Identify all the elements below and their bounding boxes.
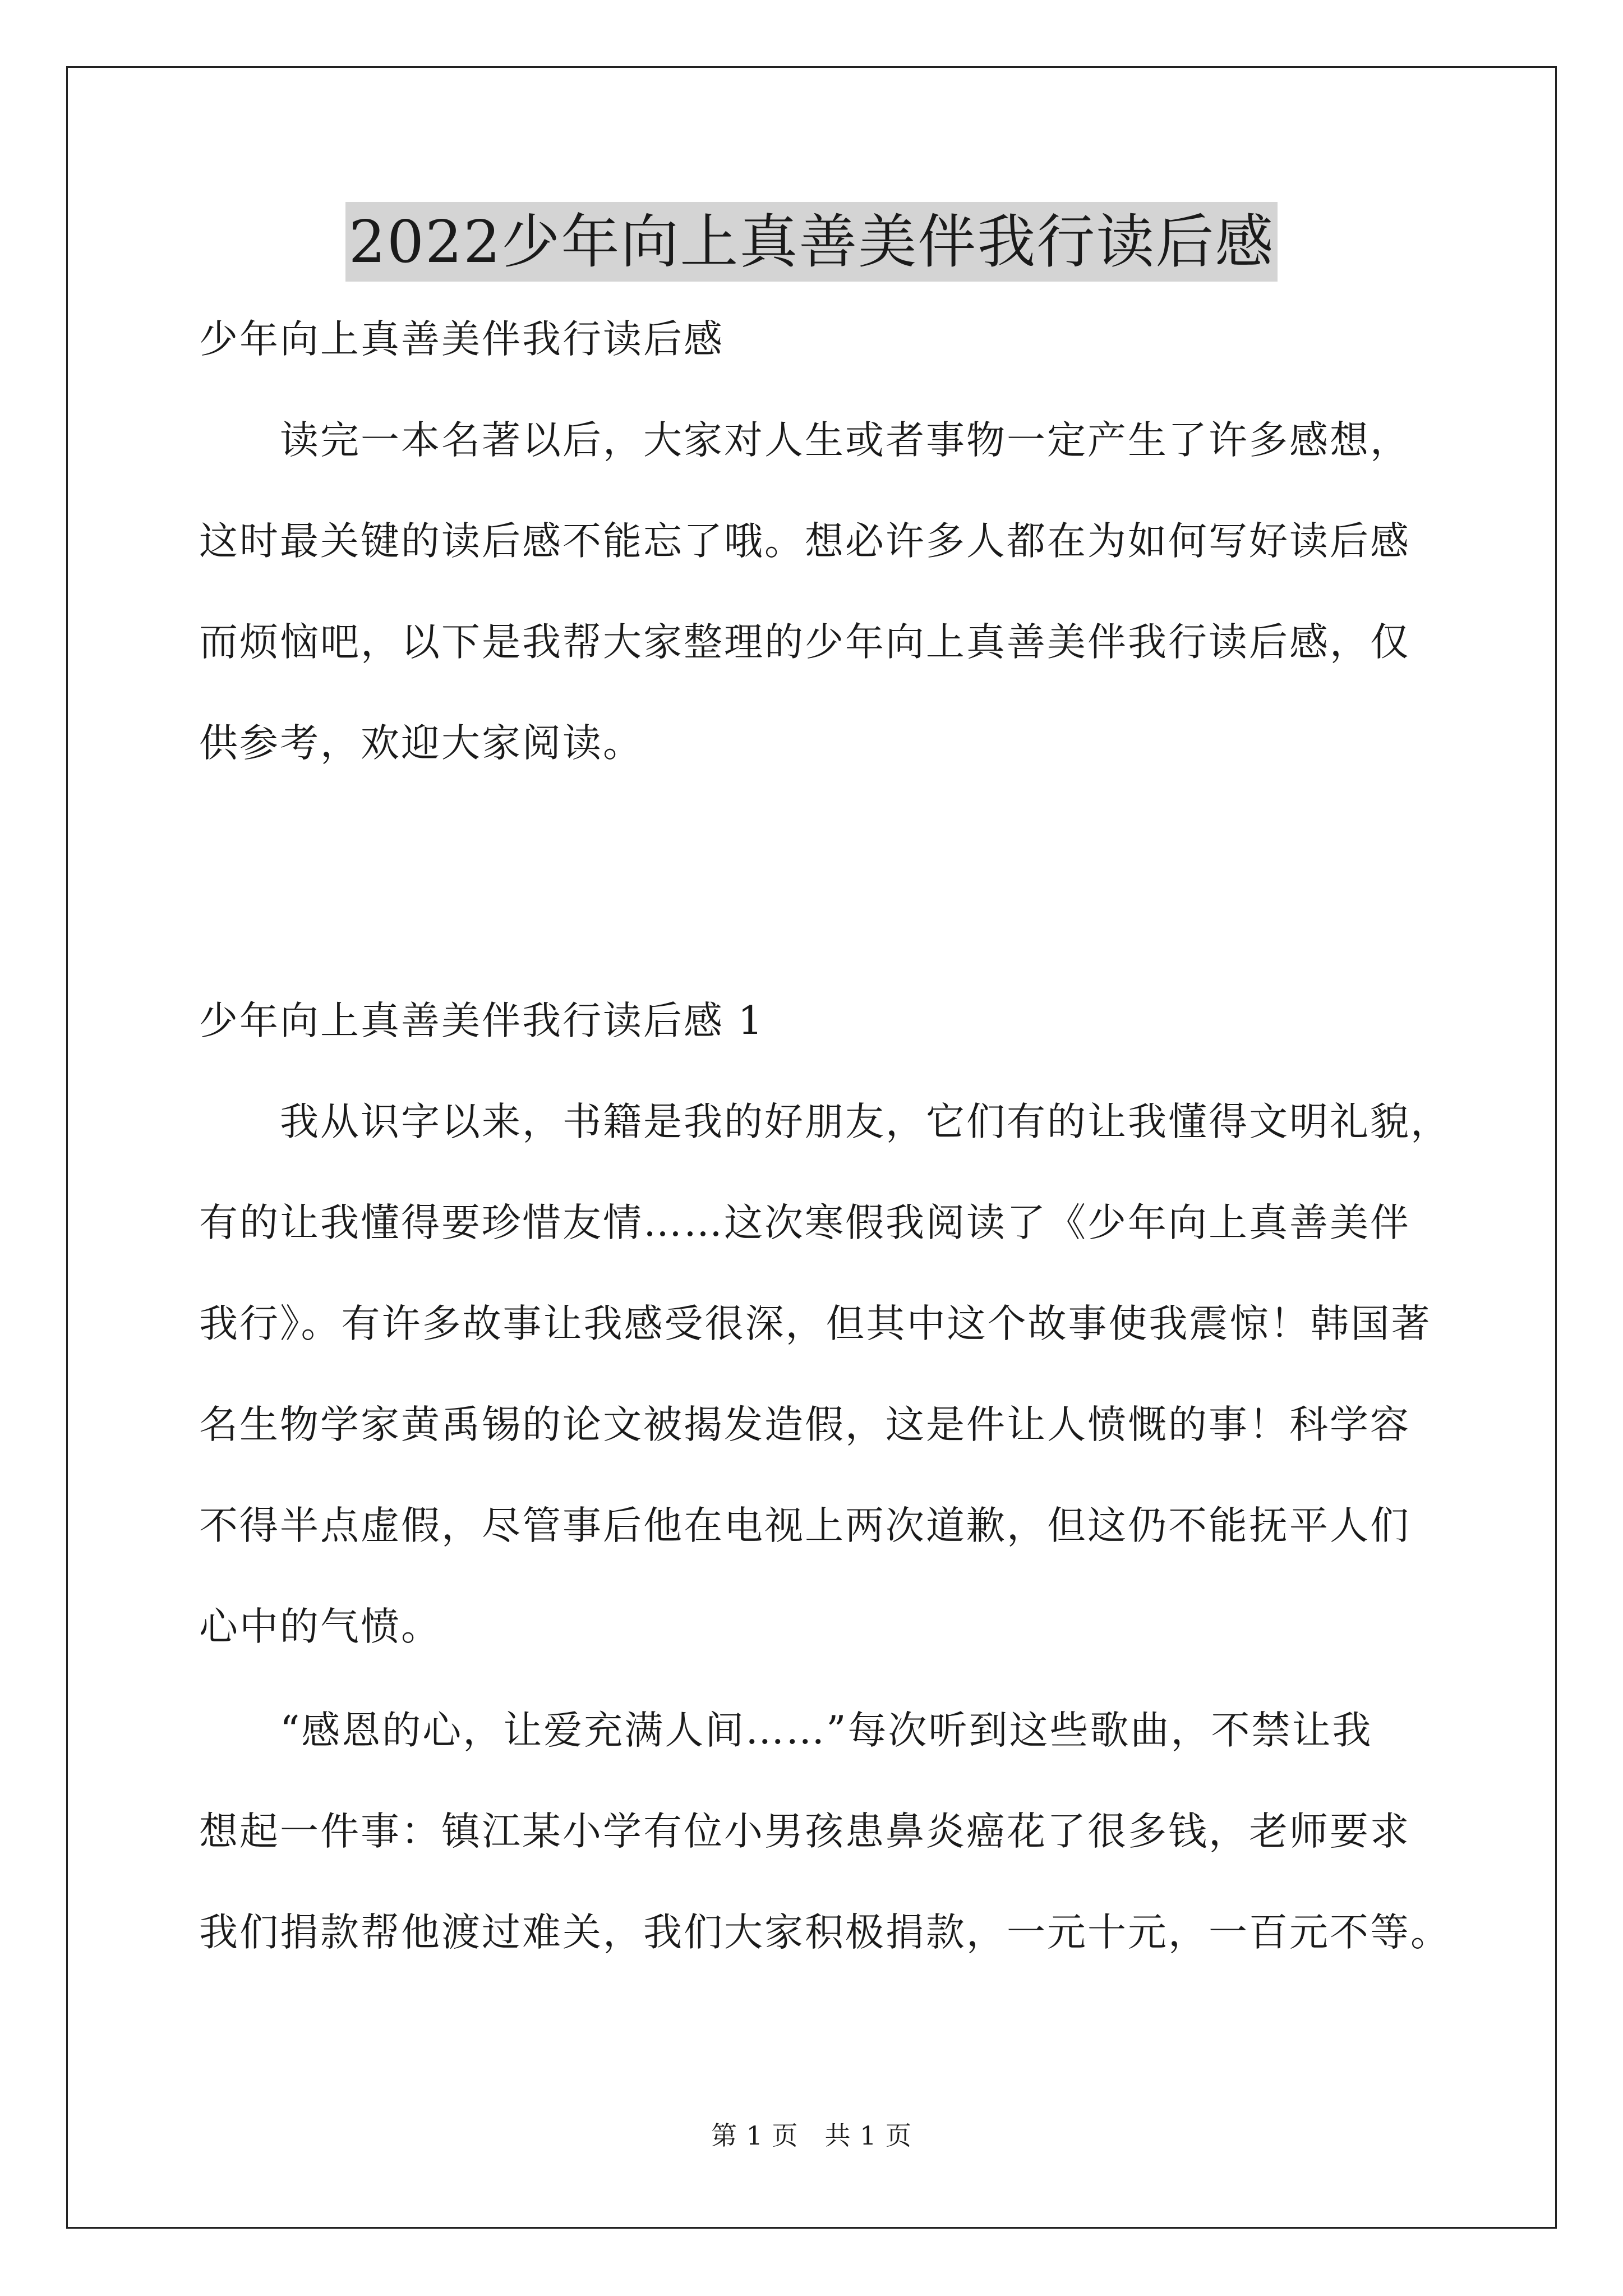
body-line: 心中的气愤。 (199, 1604, 441, 1649)
body-line: 我行》。有许多故事让我感受很深，但其中这个故事使我震惊！韩国著 (199, 1301, 1432, 1346)
body-line: 读完一本名著以后，大家对人生或者事物一定产生了许多感想， (199, 418, 1410, 463)
body-line: 而烦恼吧，以下是我帮大家整理的少年向上真善美伴我行读后感，仅 (199, 620, 1410, 665)
body-line: 想起一件事：镇江某小学有位小男孩患鼻炎癌花了很多钱，老师要求 (199, 1809, 1410, 1854)
document-title: 2022少年向上真善美伴我行读后感 (345, 202, 1278, 282)
body-line: 这时最关键的读后感不能忘了哦。想必许多人都在为如何写好读后感 (199, 519, 1410, 564)
body-line: 供参考，欢迎大家阅读。 (199, 721, 643, 766)
body-line: 有的让我懂得要珍惜友情……这次寒假我阅读了《少年向上真善美伴 (199, 1200, 1410, 1245)
section-heading-1: 少年向上真善美伴我行读后感 1 (199, 999, 764, 1043)
body-line: “感恩的心，让爱充满人间……”每次听到这些歌曲，不禁让我 (199, 1708, 1373, 1753)
body-line: 不得半点虚假，尽管事后他在电视上两次道歉，但这仍不能抚平人们 (199, 1503, 1410, 1548)
body-line: 我们捐款帮他渡过难关，我们大家积极捐款，一元十元，一百元不等。 (199, 1910, 1451, 1955)
section-heading-intro: 少年向上真善美伴我行读后感 (199, 317, 724, 362)
page-border (66, 66, 1557, 2229)
title-container (0, 202, 1623, 282)
page-footer: 第 1 页 共 1 页 (711, 2120, 912, 2151)
body-line: 名生物学家黄禹锡的论文被揭发造假，这是件让人愤慨的事！科学容 (199, 1402, 1410, 1447)
body-line: 我从识字以来，书籍是我的好朋友，它们有的让我懂得文明礼貌， (199, 1099, 1451, 1144)
